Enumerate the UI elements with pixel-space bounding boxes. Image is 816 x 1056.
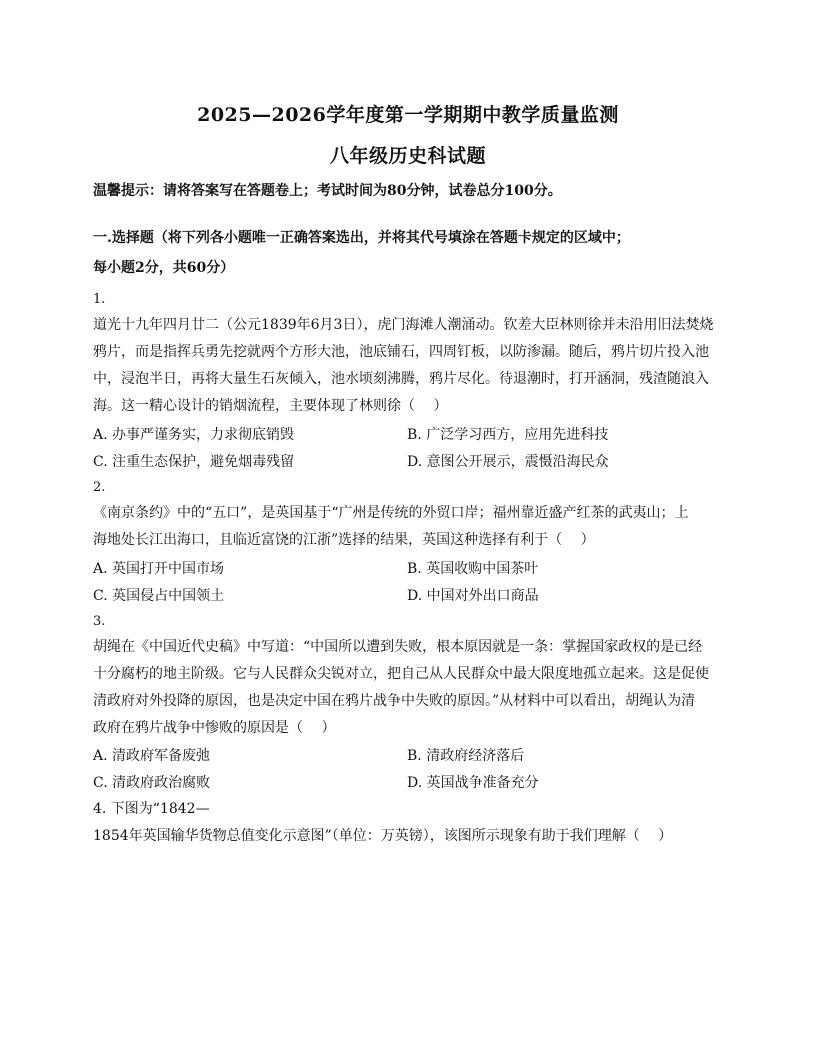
option-b: B. 广泛学习西方，应用先进科技 — [407, 427, 609, 443]
question-number: 3. — [93, 614, 106, 629]
option-b: B. 英国收购中国茶叶 — [407, 561, 539, 577]
exam-tip: 温馨提示：请将答案写在答题卷上；考试时间为80分钟，试卷总分100分。 — [93, 183, 562, 199]
option-a: A. 办事严谨务实，力求彻底销毁 — [93, 427, 295, 443]
section-heading — [93, 223, 725, 283]
stem-line: 《南京条约》中的“五口”，是英国基于“广州是传统的外贸口岸；福州靠近盛产红茶的武夷山；上 — [93, 505, 689, 521]
stem-line: 鸦片，而是指挥兵勇先挖就两个方形大池，池底铺石，四周钉板，以防渗漏。随后，鸦片切片投入池 — [93, 344, 709, 360]
stem-line: 海地处长江出海口，且临近富饶的江浙”选择的结果，英国这种选择有利于（ ） — [93, 532, 595, 548]
stem-line: 1854年英国输华货物总值变化示意图”（单位：万英镑），该图所示现象有助于我们理解（ ） — [93, 828, 673, 844]
option-d: D. 英国战争准备充分 — [407, 775, 539, 791]
option-a: A. 英国打开中国市场 — [93, 561, 225, 577]
option-a: A. 清政府军备废弛 — [93, 748, 211, 764]
question-stem — [93, 634, 725, 742]
stem-line: 十分腐朽的地主阶级。它与人民群众尖锐对立，把自己从人民群众中最大限度地孤立起来。这是促使 — [93, 666, 709, 682]
stem-line: 中，浸泡半日，再将大量生石灰倾入，池水顷刻沸腾，鸦片尽化。待退潮时，打开涵洞，残渣随浪入 — [93, 371, 709, 387]
question-stem — [93, 312, 725, 420]
stem-line: 政府在鸦片战争中惨败的原因是（ ） — [93, 720, 336, 736]
option-d: D. 中国对外出口商品 — [407, 588, 539, 604]
option-c: C. 英国侵占中国领土 — [93, 588, 225, 604]
question-number: 2. — [93, 480, 106, 495]
stem-line: 胡绳在《中国近代史稿》中写道：“中国所以遭到失败，根本原因就是一条：掌握国家政权的是已经 — [93, 639, 703, 655]
question-number: 1. — [93, 292, 106, 307]
stem-line: 4. 下图为“1842— — [93, 801, 210, 817]
question-stem — [93, 500, 725, 554]
option-b: B. 清政府经济落后 — [407, 748, 525, 764]
stem-line: 海。这一精心设计的销烟流程，主要体现了林则徐（ ） — [93, 398, 448, 414]
exam-title: 2025—2026学年度第一学期期中教学质量监测 — [197, 104, 619, 126]
exam-subtitle: 八年级历史科试题 — [329, 145, 486, 167]
option-c: C. 清政府政治腐败 — [93, 775, 211, 791]
section-heading-line: 每小题2分，共60分） — [93, 260, 235, 276]
option-c: C. 注重生态保护，避免烟毒残留 — [93, 454, 295, 470]
stem-line: 清政府对外投降的原因，也是决定中国在鸦片战争中失败的原因。”从材料中可以看出，胡绳认为清 — [93, 693, 696, 709]
option-d: D. 意图公开展示，震慑沿海民众 — [407, 454, 609, 470]
stem-line: 道光十九年四月廿二（公元1839年6月3日），虎门海滩人潮涌动。钦差大臣林则徐并未沿用旧法焚烧 — [93, 317, 714, 333]
section-heading-line: 一.选择题（将下列各小题唯一正确答案选出，并将其代号填涂在答题卡规定的区域中； — [93, 230, 630, 246]
question-stem — [93, 796, 725, 850]
